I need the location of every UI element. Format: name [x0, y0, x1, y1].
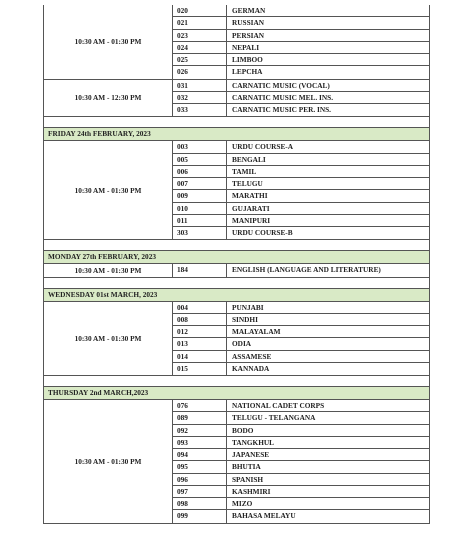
subject-name: NATIONAL CADET CORPS: [226, 400, 430, 412]
subject-code: 004: [172, 302, 226, 314]
time-slot: 10:30 AM - 01:30 PM: [43, 141, 172, 239]
subject-name: TELUGU - TELANGANA: [226, 412, 430, 424]
subject-code: 303: [172, 227, 226, 239]
time-slot-group: [43, 400, 430, 524]
subject-code: 097: [172, 486, 226, 498]
subject-code: 089: [172, 412, 226, 424]
subject-code: 076: [172, 400, 226, 412]
subject-name: CARNATIC MUSIC (VOCAL): [226, 80, 430, 92]
subject-name: MARATHI: [226, 190, 430, 202]
subject-name: MANIPURI: [226, 215, 430, 227]
time-slot-group: [43, 141, 430, 240]
subject-name: MIZO: [226, 498, 430, 510]
date-header: THURSDAY 2nd MARCH,2023: [43, 387, 430, 400]
time-slot-group: [43, 264, 430, 277]
subject-code: 032: [172, 92, 226, 104]
time-slot: 10:30 AM - 01:30 PM: [43, 264, 172, 276]
time-slot: 10:30 AM - 01:30 PM: [43, 400, 172, 523]
subject-name: BAHASA MELAYU: [226, 510, 430, 522]
subject-name: LIMBOO: [226, 54, 430, 66]
subject-name: CARNATIC MUSIC MEL. INS.: [226, 92, 430, 104]
subject-name: JAPANESE: [226, 449, 430, 461]
subject-code: 026: [172, 66, 226, 78]
subject-code: 008: [172, 314, 226, 326]
subject-code: 023: [172, 30, 226, 42]
subject-name: ODIA: [226, 338, 430, 350]
subject-name: PUNJABI: [226, 302, 430, 314]
subject-name: NEPALI: [226, 42, 430, 54]
subject-code: 006: [172, 166, 226, 178]
time-slot-group: [43, 80, 430, 118]
subject-name: TELUGU: [226, 178, 430, 190]
subject-code: 099: [172, 510, 226, 522]
exam-schedule-table: [43, 5, 430, 524]
subject-code: 024: [172, 42, 226, 54]
subject-code: 005: [172, 154, 226, 166]
subject-code: 093: [172, 437, 226, 449]
subject-code: 184: [172, 264, 226, 276]
subject-code: 014: [172, 351, 226, 363]
subject-name: MALAYALAM: [226, 326, 430, 338]
subject-name: SINDHI: [226, 314, 430, 326]
time-slot: 10:30 AM - 01:30 PM: [43, 5, 172, 79]
subject-name: ENGLISH (LANGUAGE AND LITERATURE): [226, 264, 430, 276]
subject-code: 007: [172, 178, 226, 190]
subject-code: 025: [172, 54, 226, 66]
subject-name: SPANISH: [226, 474, 430, 486]
time-slot-group: [43, 5, 430, 80]
subject-name: PERSIAN: [226, 30, 430, 42]
subject-code: 094: [172, 449, 226, 461]
subject-name: TANGKHUL: [226, 437, 430, 449]
date-header: WEDNESDAY 01st MARCH, 2023: [43, 289, 430, 302]
date-header: FRIDAY 24th FEBRUARY, 2023: [43, 128, 430, 141]
subject-code: 013: [172, 338, 226, 350]
subject-code: 010: [172, 203, 226, 215]
subject-code: 003: [172, 141, 226, 153]
date-header: MONDAY 27th FEBRUARY, 2023: [43, 251, 430, 264]
subject-name: CARNATIC MUSIC PER. INS.: [226, 104, 430, 116]
subject-name: TAMIL: [226, 166, 430, 178]
subject-name: LEPCHA: [226, 66, 430, 78]
subject-code: 092: [172, 425, 226, 437]
section-gap: [43, 240, 430, 251]
subject-code: 012: [172, 326, 226, 338]
subject-code: 033: [172, 104, 226, 116]
time-slot-group: [43, 302, 430, 377]
time-slot: 10:30 AM - 01:30 PM: [43, 302, 172, 376]
subject-name: BHUTIA: [226, 461, 430, 473]
subject-code: 096: [172, 474, 226, 486]
subject-code: 020: [172, 5, 226, 17]
subject-name: KANNADA: [226, 363, 430, 375]
subject-code: 011: [172, 215, 226, 227]
time-slot: 10:30 AM - 12:30 PM: [43, 80, 172, 117]
subject-name: URDU COURSE-A: [226, 141, 430, 153]
section-gap: [43, 117, 430, 128]
subject-code: 009: [172, 190, 226, 202]
subject-name: BODO: [226, 425, 430, 437]
subject-code: 021: [172, 17, 226, 29]
subject-name: GUJARATI: [226, 203, 430, 215]
subject-name: RUSSIAN: [226, 17, 430, 29]
subject-name: KASHMIRI: [226, 486, 430, 498]
subject-code: 031: [172, 80, 226, 92]
subject-name: ASSAMESE: [226, 351, 430, 363]
subject-name: URDU COURSE-B: [226, 227, 430, 239]
subject-code: 015: [172, 363, 226, 375]
subject-name: GERMAN: [226, 5, 430, 17]
subject-code: 095: [172, 461, 226, 473]
section-gap: [43, 376, 430, 387]
section-gap: [43, 278, 430, 289]
subject-name: BENGALI: [226, 154, 430, 166]
subject-code: 098: [172, 498, 226, 510]
